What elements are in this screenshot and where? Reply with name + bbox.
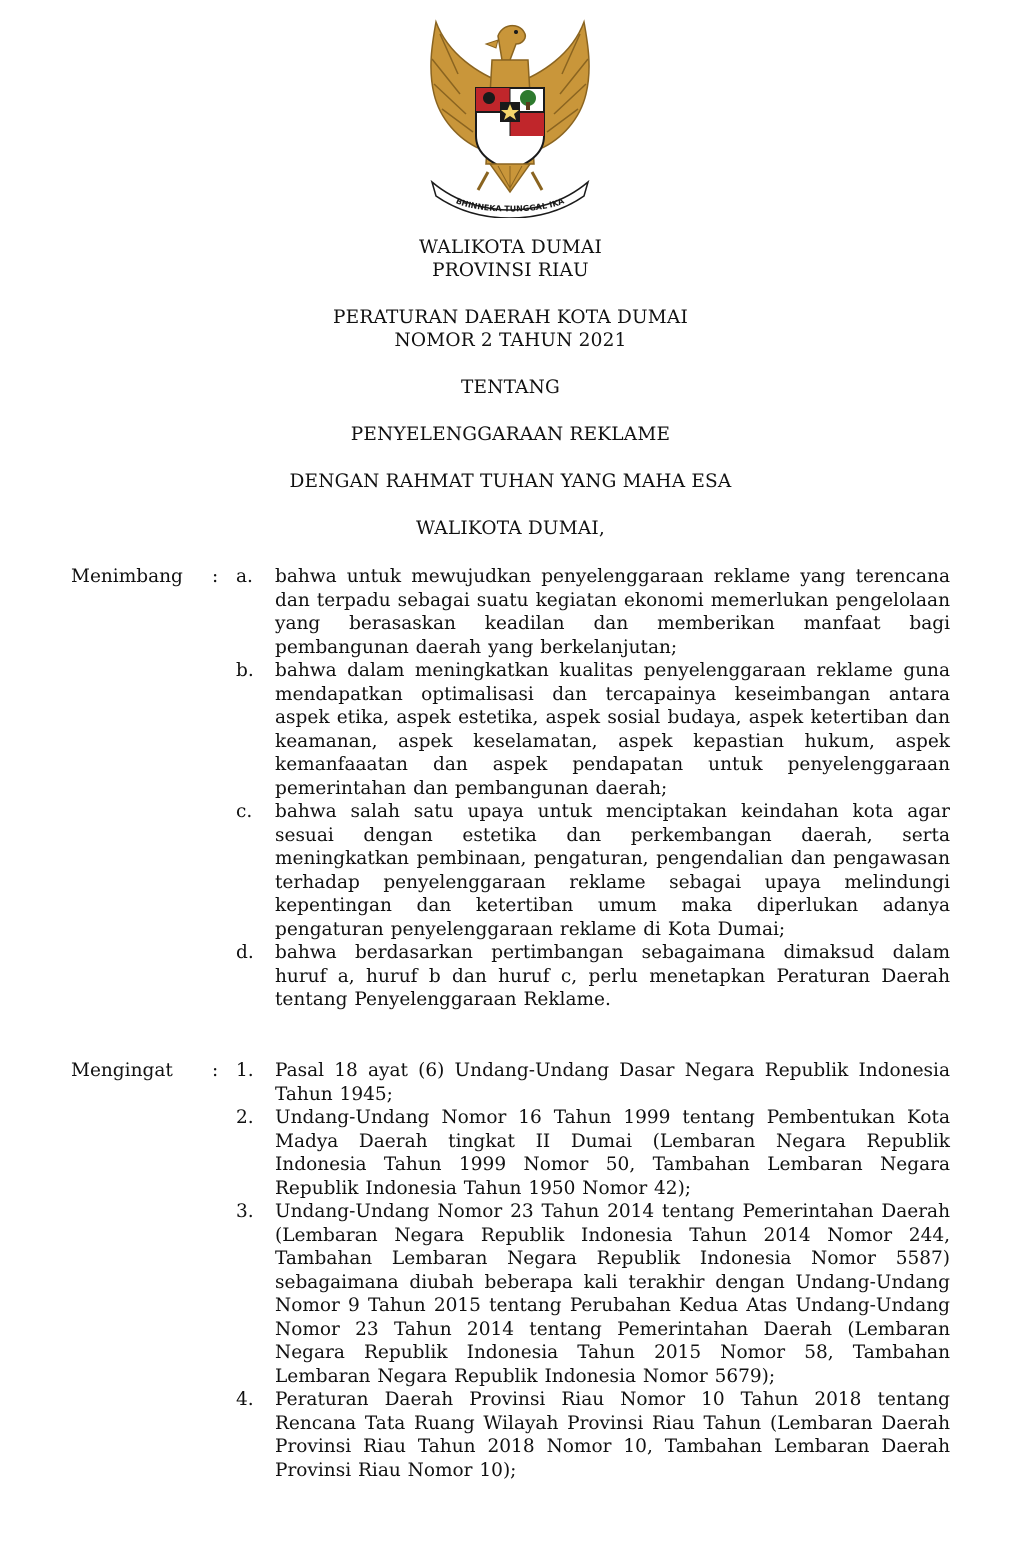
- list-item: [236, 565, 950, 659]
- list-item: [236, 659, 950, 800]
- list-item: [236, 1200, 950, 1388]
- item-text: Undang-Undang Nomor 16 Tahun 1999 tentang Pembentukan Kota Madya Daerah tingkat II Dumai (Lembaran Negara Republik Indonesia Tahun 1999 Nomor 50, Tambahan Lembaran Negara Republik Indonesia Tahun 1950 Nomor 42);: [275, 1107, 950, 1199]
- regulation-subject: PENYELENGGARAAN REKLAME: [350, 424, 671, 445]
- regulation-number: NOMOR 2 TAHUN 2021: [394, 330, 627, 351]
- list-item: [236, 800, 950, 941]
- item-text: Peraturan Daerah Provinsi Riau Nomor 10 Tahun 2018 tentang Rencana Tata Ruang Wilayah Provinsi Riau Tahun (Lembaran Daerah Provinsi Riau Tahun 2018 Nomor 10, Tambahan Lembaran Daerah Provinsi Riau Nomor 10);: [275, 1389, 950, 1481]
- item-text: bahwa untuk mewujudkan penyelenggaraan reklame yang terencana dan terpadu sebagai suatu kegiatan ekonomi memerlukan pengelolaan yang berasaskan keadilan dan memberikan manfaat bagi pembangunan daerah yang berkelanjutan;: [275, 566, 950, 658]
- item-marker: c.: [236, 801, 253, 822]
- province-title: PROVINSI RIAU: [432, 260, 589, 281]
- item-marker: 3.: [236, 1201, 254, 1222]
- item-text: bahwa dalam meningkatkan kualitas penyelenggaraan reklame guna mendapatkan optimalisasi dan tercapainya keseimbangan antara aspek etika, aspek estetika, aspek sosial budaya, aspek ketertiban dan keamanan, aspek keselamatan, aspek kepastian hukum, aspek kemanfaaatan dan aspek pendapatan untuk penyelenggaraan pemerintahan dan pembangunan daerah;: [275, 660, 950, 799]
- regulation-title: PERATURAN DAERAH KOTA DUMAI: [332, 307, 688, 328]
- item-marker: d.: [236, 942, 254, 963]
- mengingat-label: Mengingat: [71, 1060, 173, 1081]
- item-marker: 4.: [236, 1389, 254, 1410]
- item-marker: b.: [236, 660, 254, 681]
- item-marker: 2.: [236, 1107, 254, 1128]
- list-item: [236, 1106, 950, 1200]
- emblem-motto: BHINNEKA TUNGGAL IKA: [454, 196, 566, 214]
- item-text: bahwa salah satu upaya untuk menciptakan keindahan kota agar sesuai dengan estetika dan perkembangan daerah, serta meningkatkan pembinaan, pengaturan, pengendalian dan pengawasan terhadap penyelenggaraan reklame sebagai upaya melindungi kepentingan dan ketertiban umum maka diperlukan adanya pengaturan penyelenggaraan reklame di Kota Dumai;: [275, 801, 950, 940]
- item-text: bahwa berdasarkan pertimbangan sebagaimana dimaksud dalam huruf a, huruf b dan huruf c, perlu menetapkan Peraturan Daerah tentang Penyelenggaraan Reklame.: [275, 942, 950, 1010]
- list-item: [236, 1388, 950, 1482]
- list-item: [236, 941, 950, 1012]
- list-item: [236, 1059, 950, 1106]
- menimbang-colon: :: [212, 566, 219, 587]
- menimbang-list: [236, 565, 950, 1012]
- item-text: Undang-Undang Nomor 23 Tahun 2014 tentang Pemerintahan Daerah (Lembaran Negara Republik Indonesia Tahun 2014 Nomor 244, Tambahan Lembaran Negara Republik Indonesia Nomor 5587) sebagaimana diubah beberapa kali terakhir dengan Undang-Undang Nomor 9 Tahun 2015 tentang Perubahan Kedua Atas Undang-Undang Nomor 23 Tahun 2014 tentang Pemerintahan Daerah (Lembaran Negara Republik Indonesia Tahun 2015 Nomor 58, Tambahan Lembaran Negara Republik Indonesia Nomor 5679);: [275, 1201, 950, 1387]
- item-text: Pasal 18 ayat (6) Undang-Undang Dasar Negara Republik Indonesia Tahun 1945;: [275, 1060, 950, 1105]
- preamble: DENGAN RAHMAT TUHAN YANG MAHA ESA: [289, 471, 732, 492]
- menimbang-label: Menimbang: [71, 566, 183, 587]
- tentang-heading: TENTANG: [460, 377, 561, 398]
- mengingat-list: [236, 1059, 950, 1482]
- mengingat-colon: :: [212, 1060, 219, 1081]
- item-marker: a.: [236, 566, 253, 587]
- issuer-title: WALIKOTA DUMAI: [419, 237, 602, 258]
- issuer-signature-line: WALIKOTA DUMAI,: [415, 518, 606, 539]
- garuda-pancasila-emblem: [418, 14, 602, 218]
- item-marker: 1.: [236, 1060, 254, 1081]
